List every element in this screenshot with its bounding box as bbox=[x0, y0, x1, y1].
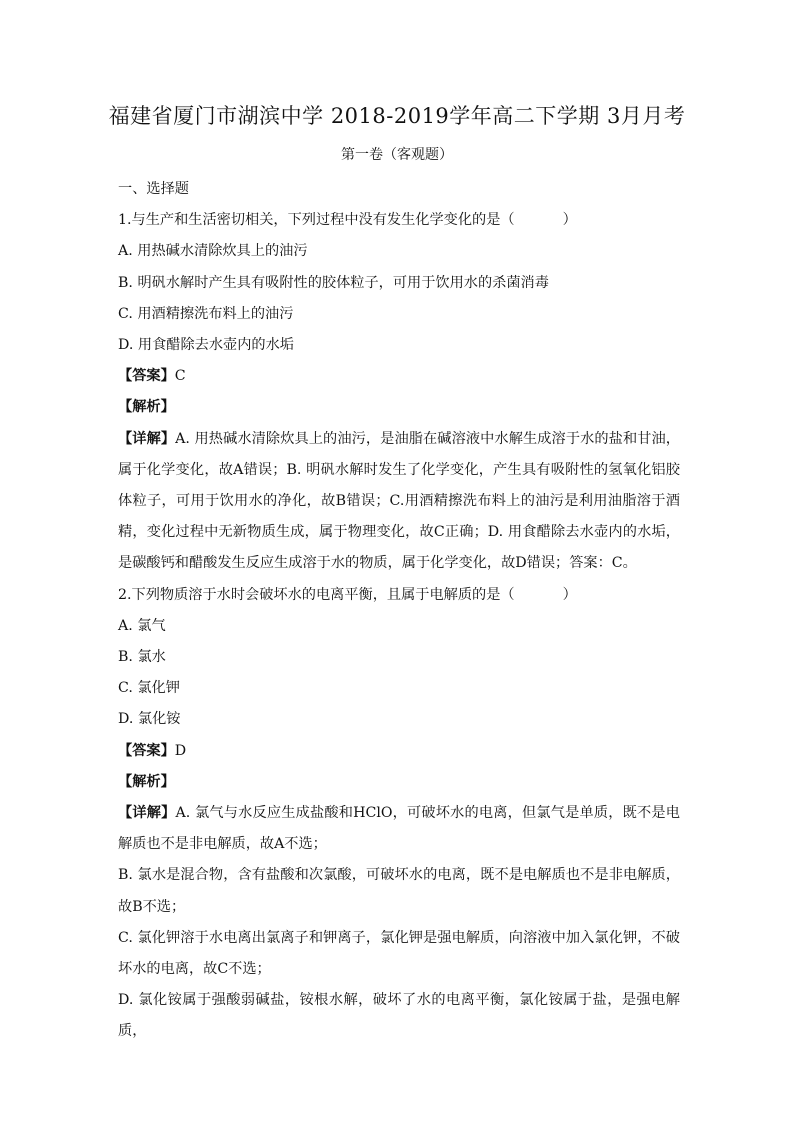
answer-value: C bbox=[174, 368, 186, 385]
question-1-option-a: A. 用热碱水清除炊具上的油污 bbox=[118, 243, 308, 260]
section-heading: 一、选择题 bbox=[118, 181, 189, 197]
detail-label: 【详解】 bbox=[118, 805, 176, 822]
question-2-analysis-label: 【解析】 bbox=[118, 773, 175, 790]
question-1-analysis-label: 【解析】 bbox=[118, 399, 175, 416]
document-body bbox=[118, 174, 680, 1048]
question-2-detail-c: C. 氯化钾溶于水电离出氯离子和钾离子，氯化钾是强电解质，向溶液中加入氯化钾，不破坏水的电离，故C不选； bbox=[118, 929, 680, 978]
question-2-option-c: C. 氯化钾 bbox=[118, 680, 180, 697]
question-1-detail bbox=[118, 424, 680, 580]
question-1-option-d: D. 用食醋除去水壶内的水垢 bbox=[118, 337, 294, 354]
question-2-stem bbox=[118, 580, 680, 611]
question-2-option-b: B. 氯水 bbox=[118, 649, 166, 666]
detail-text: A. 用热碱水清除炊具上的油污，是油脂在碱溶液中水解生成溶于水的盐和甘油，属于化学变化，故A错误；B. 明矾水解时发生了化学变化，产生具有吸附性的氢氧化铝胶体粒子，可用于饮用水的净化，故B错误；C.用酒精擦洗布料上的油污是利用油脂溶于酒精，变化过程中无新物质生成，属于物理变化，故C正确；D. 用食醋除去水壶内的水垢，是碳酸钙和醋酸发生反应生成溶于水的物质，属于化学变化，故D错误；答案：C。 bbox=[118, 430, 680, 572]
question-1-stem bbox=[118, 205, 680, 236]
question-1-stem-close: ） bbox=[562, 212, 577, 229]
question-2-stem-close: ） bbox=[562, 586, 577, 603]
question-1-option-c: C. 用酒精擦洗布料上的油污 bbox=[118, 305, 294, 322]
answer-label: 【答案】 bbox=[118, 368, 175, 385]
detail-label: 【详解】 bbox=[118, 430, 176, 447]
question-2-detail-d: D. 氯化铵属于强酸弱碱盐，铵根水解，破坏了水的电离平衡，氯化铵属于盐，是强电解质， bbox=[118, 992, 680, 1040]
question-2-detail-a bbox=[118, 798, 680, 860]
document-title: 福建省厦门市湖滨中学 2018-2019学年高二下学期 3月月考 bbox=[108, 104, 686, 128]
question-1-answer bbox=[118, 361, 680, 392]
question-1-stem-text: 1.与生产和生活密切相关，下列过程中没有发生化学变化的是（ bbox=[118, 212, 515, 229]
question-1-option-b: B. 明矾水解时产生具有吸附性的胶体粒子，可用于饮用水的杀菌消毒 bbox=[118, 274, 549, 291]
answer-label: 【答案】 bbox=[118, 742, 175, 759]
question-2-stem-text: 2.下列物质溶于水时会破坏水的电离平衡，且属于电解质的是（ bbox=[118, 586, 515, 603]
answer-value: D bbox=[174, 742, 187, 759]
question-2-option-a: A. 氯气 bbox=[118, 617, 166, 634]
document-subtitle: 第一卷（客观题） bbox=[341, 147, 453, 163]
question-2-answer bbox=[118, 736, 680, 767]
question-2-option-d: D. 氯化铵 bbox=[118, 711, 181, 728]
question-2-detail-b: B. 氯水是混合物，含有盐酸和次氯酸，可破坏水的电离，既不是电解质也不是非电解质，故B不选； bbox=[118, 867, 680, 915]
detail-text: A. 氯气与水反应生成盐酸和HClO，可破坏水的电离，但氯气是单质，既不是电解质也不是非电解质，故A不选； bbox=[118, 805, 680, 853]
